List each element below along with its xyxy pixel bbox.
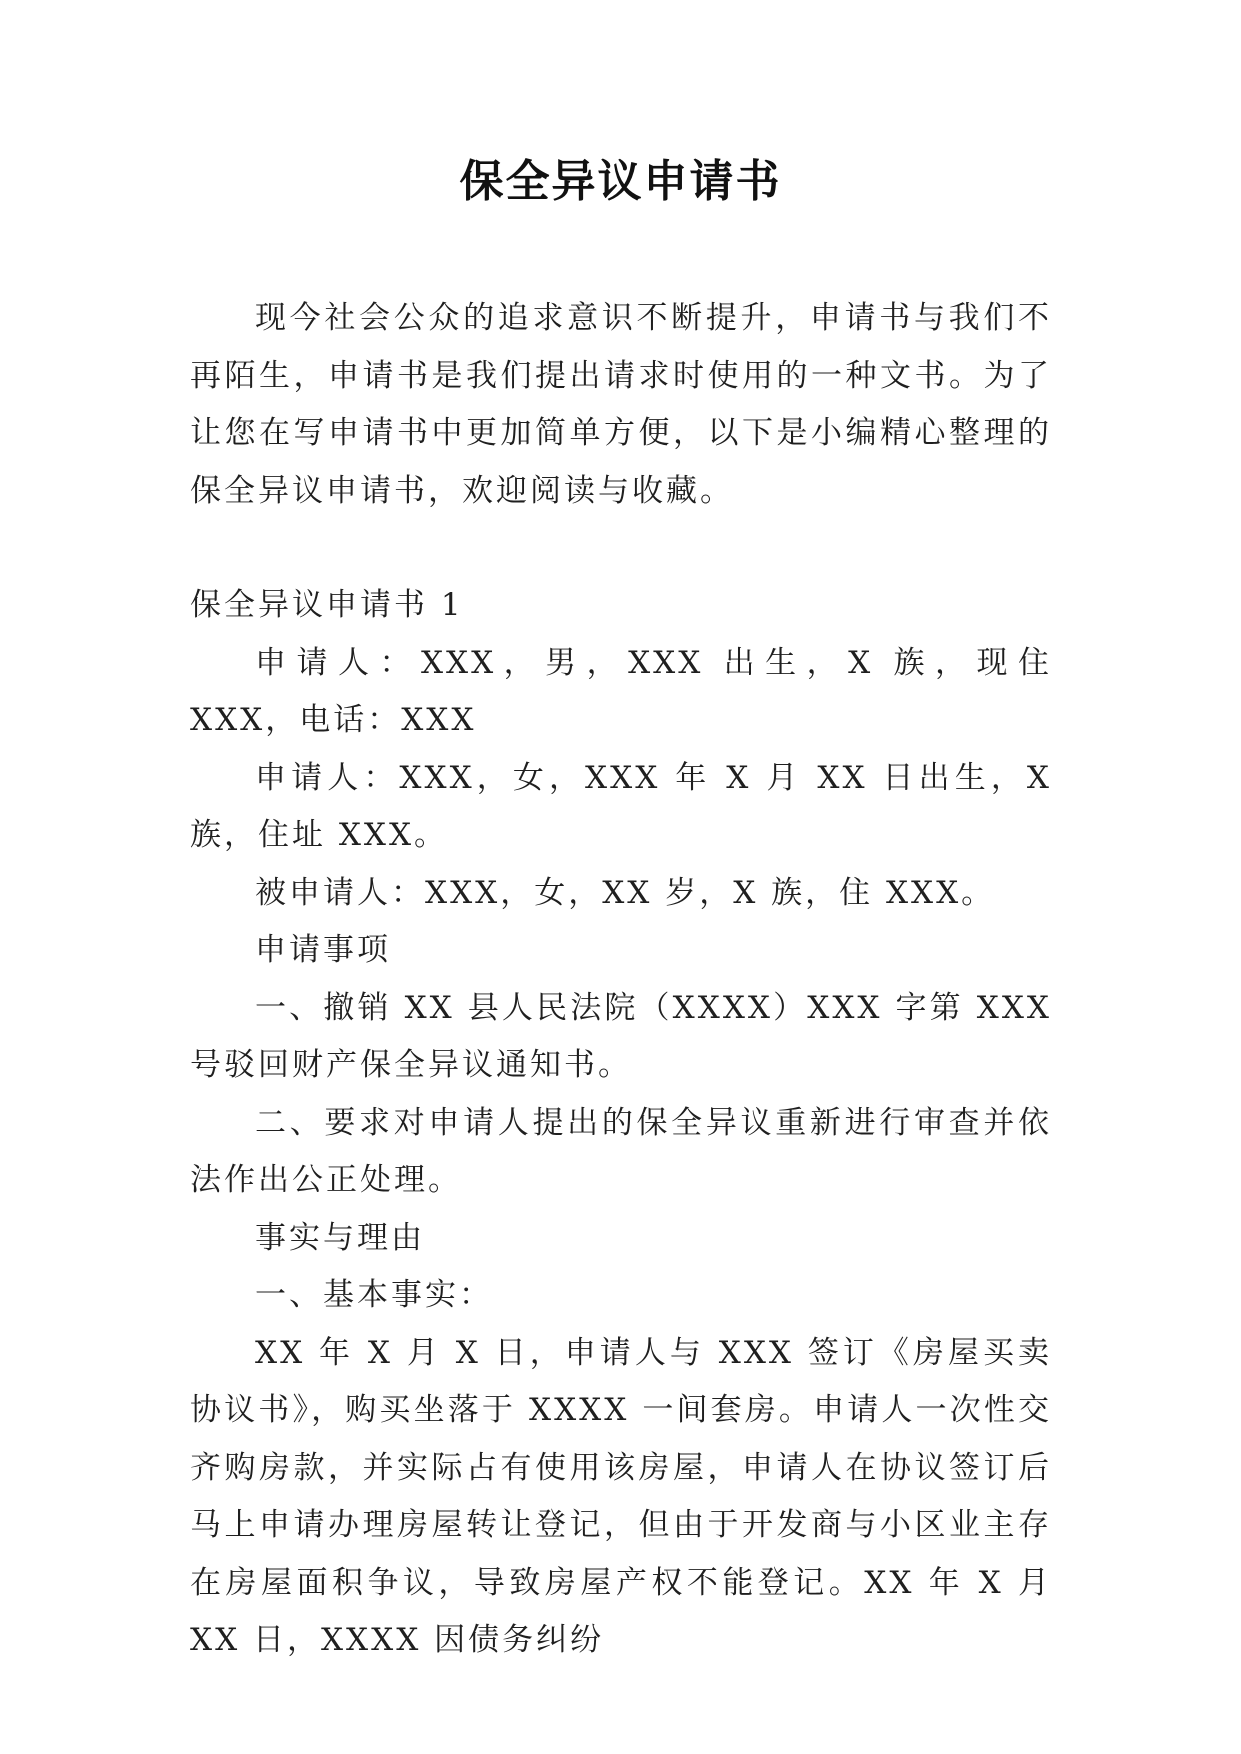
claims-heading: 申请事项 bbox=[255, 932, 391, 968]
claim-2-paragraph: 二、要求对申请人提出的保全异议重新进行审查并依法作出公正处理。 bbox=[190, 1104, 1052, 1198]
respondent-paragraph: 被申请人：XXX，女，XX 岁，X 族，住 XXX。 bbox=[255, 874, 996, 911]
intro-paragraph: 现今社会公众的追求意识不断提升，申请书与我们不再陌生，申请书是我们提出请求时使用的一种文书。为了让您在写申请书中更加简单方便，以下是小编精心整理的保全异议申请书，欢迎阅读与收藏。 bbox=[190, 300, 1052, 509]
applicant-1-paragraph: 申请人：XXX，男，XXX 出生，X 族，现住 XXX，电话：XXX bbox=[190, 644, 1052, 738]
facts-paragraph: XX 年 X 月 X 日，申请人与 XXX 签订《房屋买卖协议书》，购买坐落于 XXXX 一间套房。申请人一次性交齐购房款，并实际占有使用该房屋，申请人在协议签订后马上申请办理房屋转让登记，但由于开发商与小区业主存在房屋面积争议，导致房屋产权不能登记。XX 年 X 月 XX 日，XXXX 因债务纠纷 bbox=[190, 1334, 1052, 1658]
paragraph-spacer bbox=[190, 520, 1052, 577]
document-body bbox=[190, 290, 1052, 1670]
section-heading: 保全异议申请书 1 bbox=[190, 587, 464, 623]
applicant-2-paragraph: 申请人：XXX，女，XXX 年 X 月 XX 日出生，X 族，住址 XXX。 bbox=[190, 759, 1052, 853]
claim-1-paragraph: 一、撤销 XX 县人民法院（XXXX）XXX 字第 XXX 号驳回财产保全异议通知书。 bbox=[190, 989, 1052, 1083]
facts-heading: 事实与理由 bbox=[255, 1219, 425, 1256]
basic-facts-heading: 一、基本事实： bbox=[255, 1277, 493, 1313]
document-title: 保全异议申请书 bbox=[459, 156, 782, 207]
